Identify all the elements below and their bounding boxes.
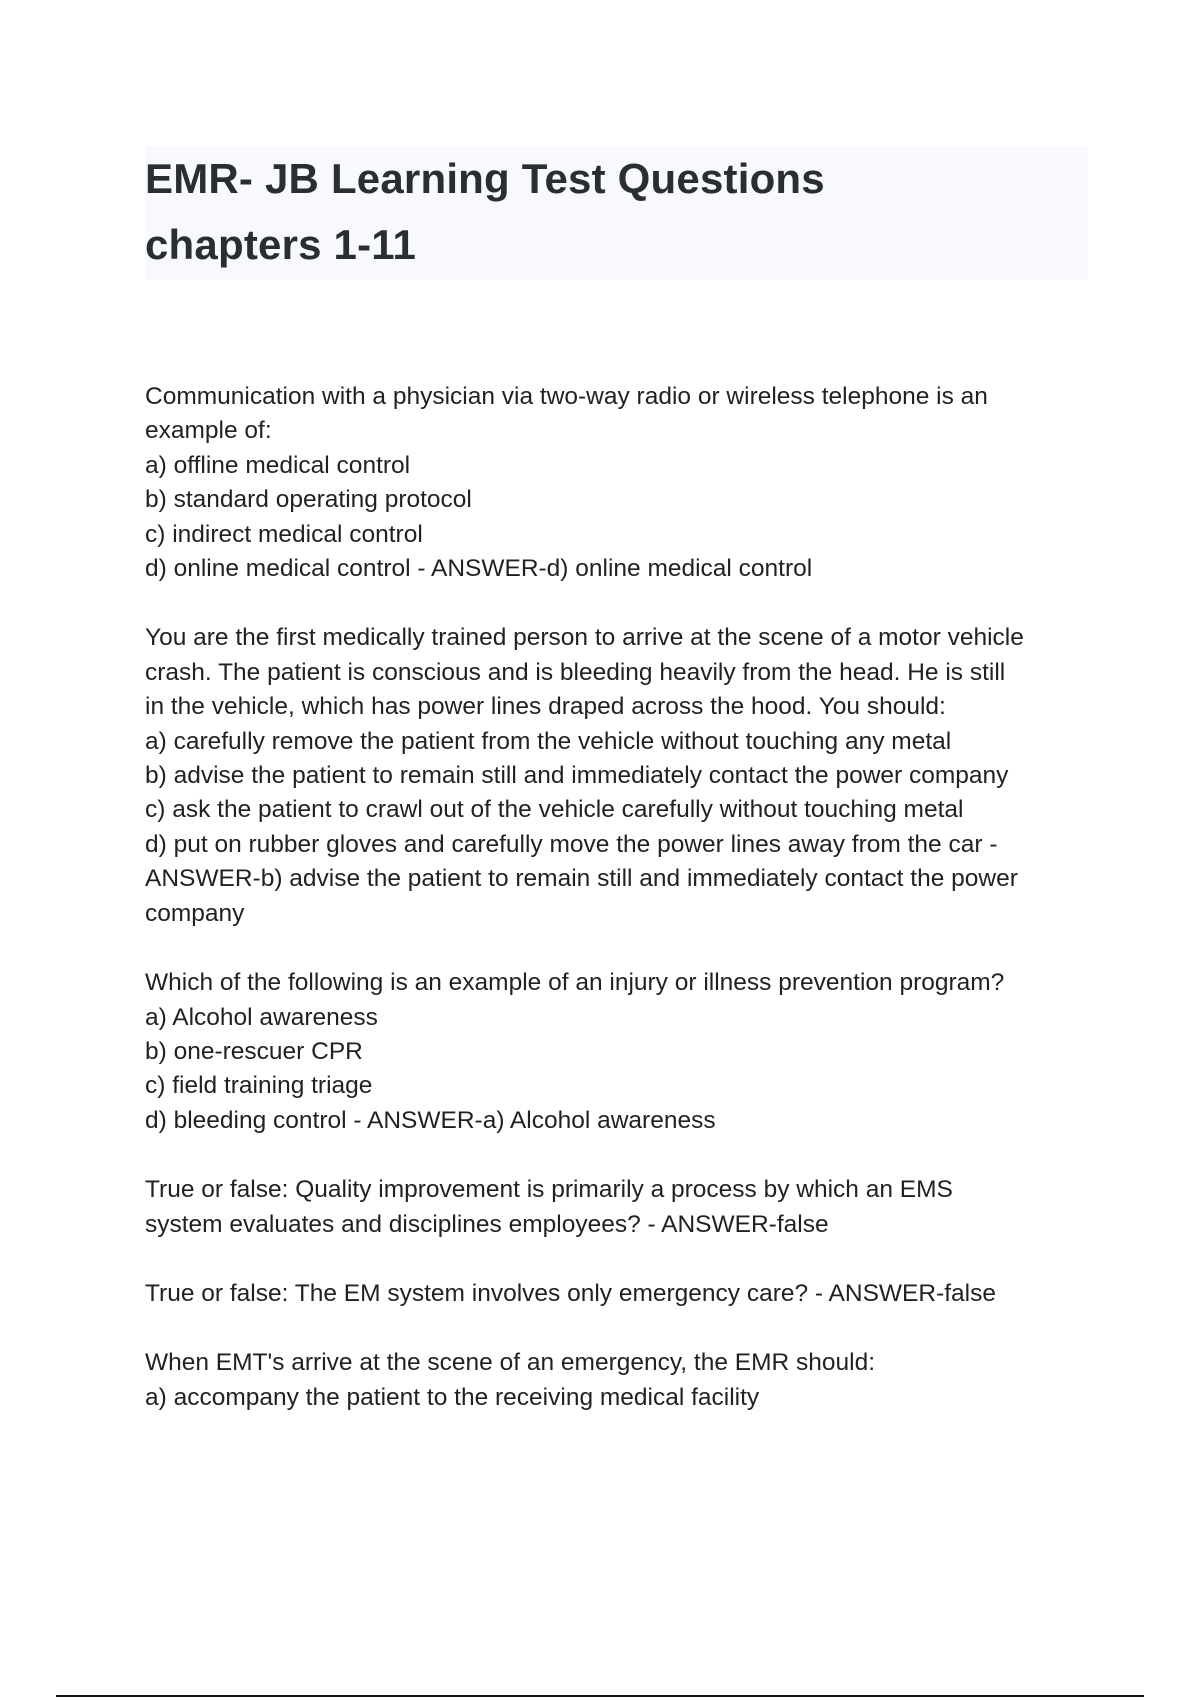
- title-line-2: chapters 1-11: [145, 221, 417, 268]
- question-line: True or false: Quality improvement is primarily a process by which an EMS: [145, 1176, 953, 1204]
- question-line: You are the first medically trained person to arrive at the scene of a motor vehicle: [145, 624, 1024, 652]
- question-line: crash. The patient is conscious and is bleeding heavily from the head. He is still: [145, 658, 1006, 686]
- answer-line: company: [145, 899, 245, 927]
- answer-option: c) field training triage: [145, 1072, 373, 1100]
- question-line: True or false: The EM system involves only emergency care? - ANSWER-false: [145, 1279, 996, 1307]
- title-line-1: EMR- JB Learning Test Questions: [145, 155, 825, 202]
- answer-option: b) advise the patient to remain still and immediately contact the power company: [145, 762, 1009, 790]
- answer-option: a) accompany the patient to the receiving medical facility: [145, 1383, 760, 1411]
- answer-line: ANSWER-b) advise the patient to remain still and immediately contact the power: [145, 865, 1018, 893]
- answer-option: d) online medical control - ANSWER-d) online medical control: [145, 555, 813, 583]
- question-line: in the vehicle, which has power lines draped across the hood. You should:: [145, 693, 946, 721]
- question-list: [145, 380, 1095, 1450]
- answer-option: b) one-rescuer CPR: [145, 1037, 363, 1065]
- question-line: When EMT's arrive at the scene of an emergency, the EMR should:: [145, 1349, 876, 1377]
- title-block: [145, 146, 1088, 280]
- answer-option: c) indirect medical control: [145, 520, 423, 548]
- answer-option: c) ask the patient to crawl out of the vehicle carefully without touching metal: [145, 796, 964, 824]
- answer-option: a) offline medical control: [145, 451, 411, 479]
- document-title: [145, 146, 1088, 278]
- answer-option: b) standard operating protocol: [145, 486, 472, 514]
- page-bottom-divider: [56, 1695, 1144, 1697]
- question-item: [145, 966, 1095, 1138]
- answer-option: d) bleeding control - ANSWER-a) Alcohol awareness: [145, 1106, 716, 1134]
- question-item: [145, 621, 1095, 931]
- question-item: [145, 380, 1095, 586]
- question-line: Communication with a physician via two-way radio or wireless telephone is an: [145, 383, 988, 410]
- question-item: [145, 1173, 1095, 1242]
- answer-option: d) put on rubber gloves and carefully move the power lines away from the car -: [145, 830, 998, 858]
- answer-option: a) carefully remove the patient from the vehicle without touching any metal: [145, 727, 952, 755]
- answer-line: system evaluates and disciplines employees? - ANSWER-false: [145, 1210, 829, 1238]
- question-line: Which of the following is an example of an injury or illness prevention program?: [145, 969, 1005, 997]
- question-line: example of:: [145, 417, 272, 445]
- question-item: [145, 1346, 1095, 1415]
- question-item: [145, 1277, 1095, 1311]
- answer-option: a) Alcohol awareness: [145, 1003, 378, 1031]
